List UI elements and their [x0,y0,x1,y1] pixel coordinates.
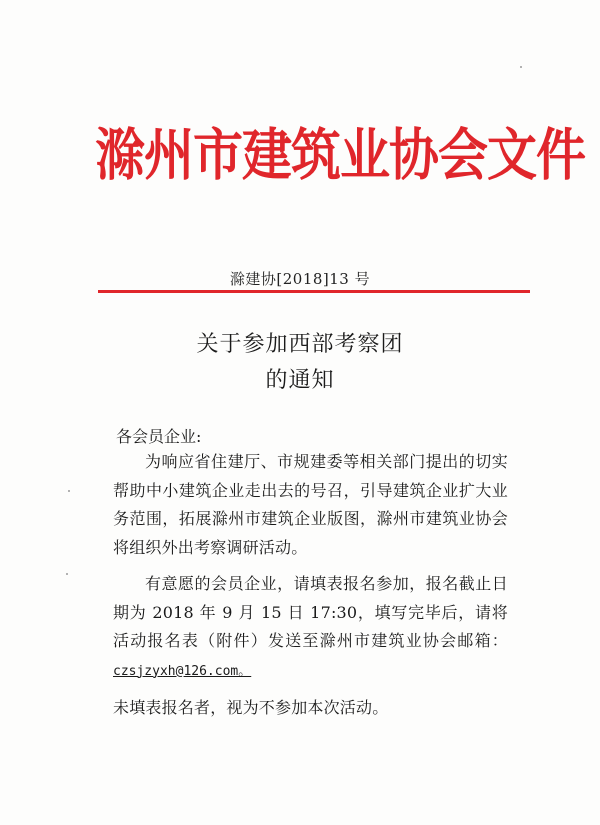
registration-text: 有意愿的会员企业，请填表报名参加，报名截止日期为 2018 年 9 月 15 日 17:30，填写完毕后，请将活动报名表（附件）发送至滁州市建筑业协会邮箱： [113,574,508,650]
scan-speck [68,490,70,492]
paragraph-purpose: 为响应省住建厅、市规建委等相关部门提出的切实帮助中小建筑企业走出去的号召，引导建筑企业扩大业务范围，拓展滁州市建筑企业版图，滁州市建筑业协会将组织外出考察调研活动。 [113,452,508,557]
document-number: 滁建协[2018]13 号 [229,270,371,288]
contact-email: czsjzyxh@126.com。 [113,663,252,679]
notice-title-line-2: 的通知 [265,368,335,393]
paragraph-registration [113,570,508,686]
paragraph-nonparticipation: 未填表报名者，视为不参加本次活动。 [113,698,389,717]
salutation: 各会员企业: [116,427,202,446]
document-header-title: 滁州市建筑业协会文件 [95,122,585,189]
scan-speck [520,66,522,68]
scan-speck [66,573,68,575]
red-divider-line [98,290,530,293]
notice-title [0,327,600,399]
notice-title-line-1: 关于参加西部考察团 [196,332,404,357]
notice-body [113,448,508,723]
